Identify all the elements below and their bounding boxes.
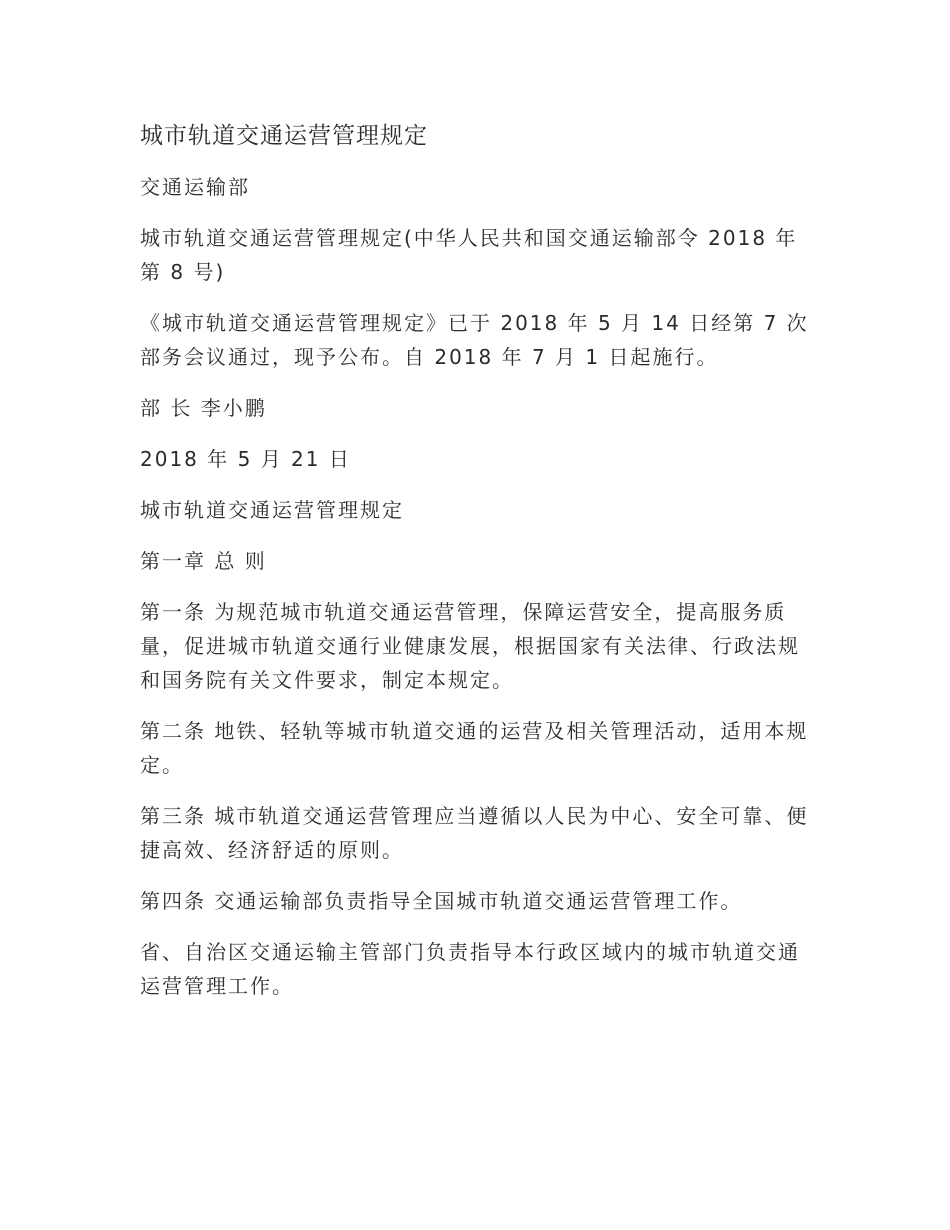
chapter-heading: 第一章 总 则: [140, 549, 267, 573]
minister-signature: 部 长 李小鹏: [140, 396, 267, 420]
document-body: [140, 118, 816, 1020]
regulation-subtitle: 城市轨道交通运营管理规定: [140, 498, 404, 522]
article-4: 第四条 交通运输部负责指导全国城市轨道交通运营管理工作。: [140, 889, 743, 913]
issue-date: 2018 年 5 月 21 日: [140, 447, 351, 471]
article-4-paragraph-2: 省、自治区交通运输主管部门负责指导本行政区域内的城市轨道交通运营管理工作。: [140, 940, 800, 998]
article-3: 第三条 城市轨道交通运营管理应当遵循以人民为中心、安全可靠、便捷高效、经济舒适的原则。: [140, 804, 809, 862]
article-1: 第一条 为规范城市轨道交通运营管理，保障运营安全，提高服务质量，促进城市轨道交通行业健康发展，根据国家有关法律、行政法规和国务院有关文件要求，制定本规定。: [140, 600, 800, 692]
article-2: 第二条 地铁、轻轨等城市轨道交通的运营及相关管理活动，适用本规定。: [140, 719, 809, 777]
document-title: 城市轨道交通运营管理规定: [140, 123, 428, 149]
issuing-authority: 交通运输部: [140, 175, 250, 199]
decree-heading: 城市轨道交通运营管理规定(中华人民共和国交通运输部令 2018 年第 8 号): [140, 226, 798, 284]
promulgation-notice: 《城市轨道交通运营管理规定》已于 2018 年 5 月 14 日经第 7 次部务会议通过，现予公布。自 2018 年 7 月 1 日起施行。: [140, 311, 809, 369]
